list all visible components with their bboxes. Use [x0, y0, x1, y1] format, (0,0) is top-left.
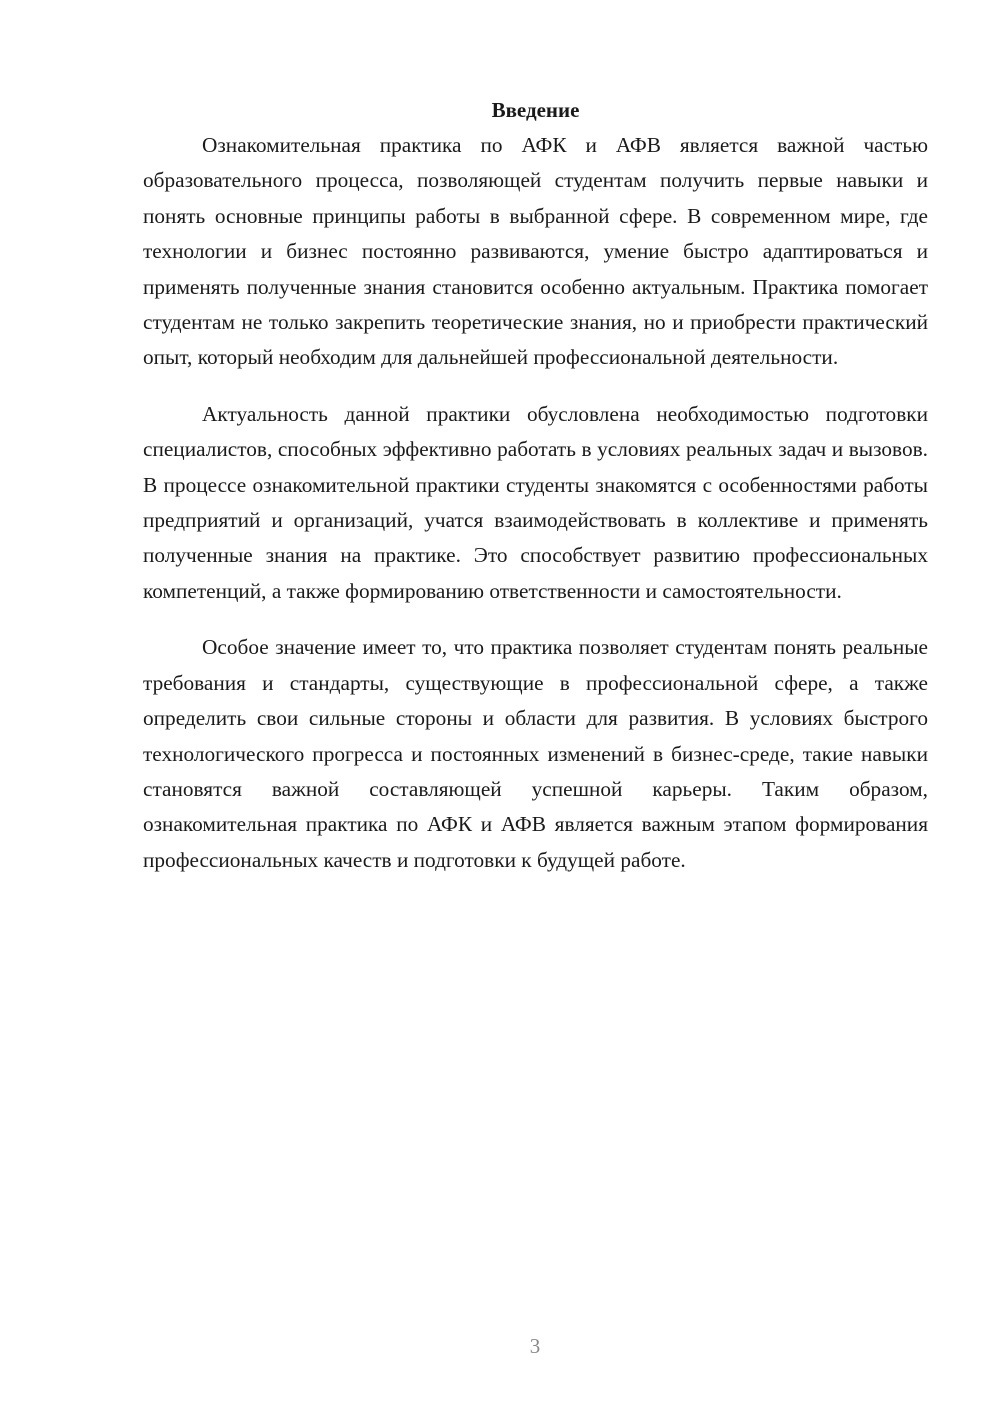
paragraph-2: Актуальность данной практики обусловлена необходимостью подготовки специалистов, способных эффективно работать в условиях реальных задач и вызовов. В процессе ознакомительной практики студенты знакомятся с особенностями работы предприятий и организаций, учатся взаимодействовать в коллективе и применять полученные знания на практике. Это способствует развитию профессиональных компетенций, а также формированию ответственности и самостоятельности.: [143, 401, 928, 603]
page-content: [143, 92, 928, 878]
paragraph-3: Особое значение имеет то, что практика позволяет студентам понять реальные требования и стандарты, существующие в профессиональной сфере, а также определить свои сильные стороны и области для развития. В условиях быстрого технологического прогресса и постоянных изменений в бизнес-среде, такие навыки становятся важной составляющей успешной карьеры. Таким образом, ознакомительная практика по АФК и АФВ является важным этапом формирования профессиональных качеств и подготовки к будущей работе.: [143, 635, 928, 872]
paragraph-1: Ознакомительная практика по АФК и АФВ является важной частью образовательного процесса, позволяющей студентам получить первые навыки и понять основные принципы работы в выбранной сфере. В современном мире, где технологии и бизнес постоянно развиваются, умение быстро адаптироваться и применять полученные знания становится особенно актуальным. Практика помогает студентам не только закрепить теоретические знания, но и приобрести практический опыт, который необходим для дальнейшей профессиональной деятельности.: [143, 133, 928, 370]
page-number: 3: [529, 1334, 541, 1358]
page-title: Введение: [491, 98, 580, 122]
